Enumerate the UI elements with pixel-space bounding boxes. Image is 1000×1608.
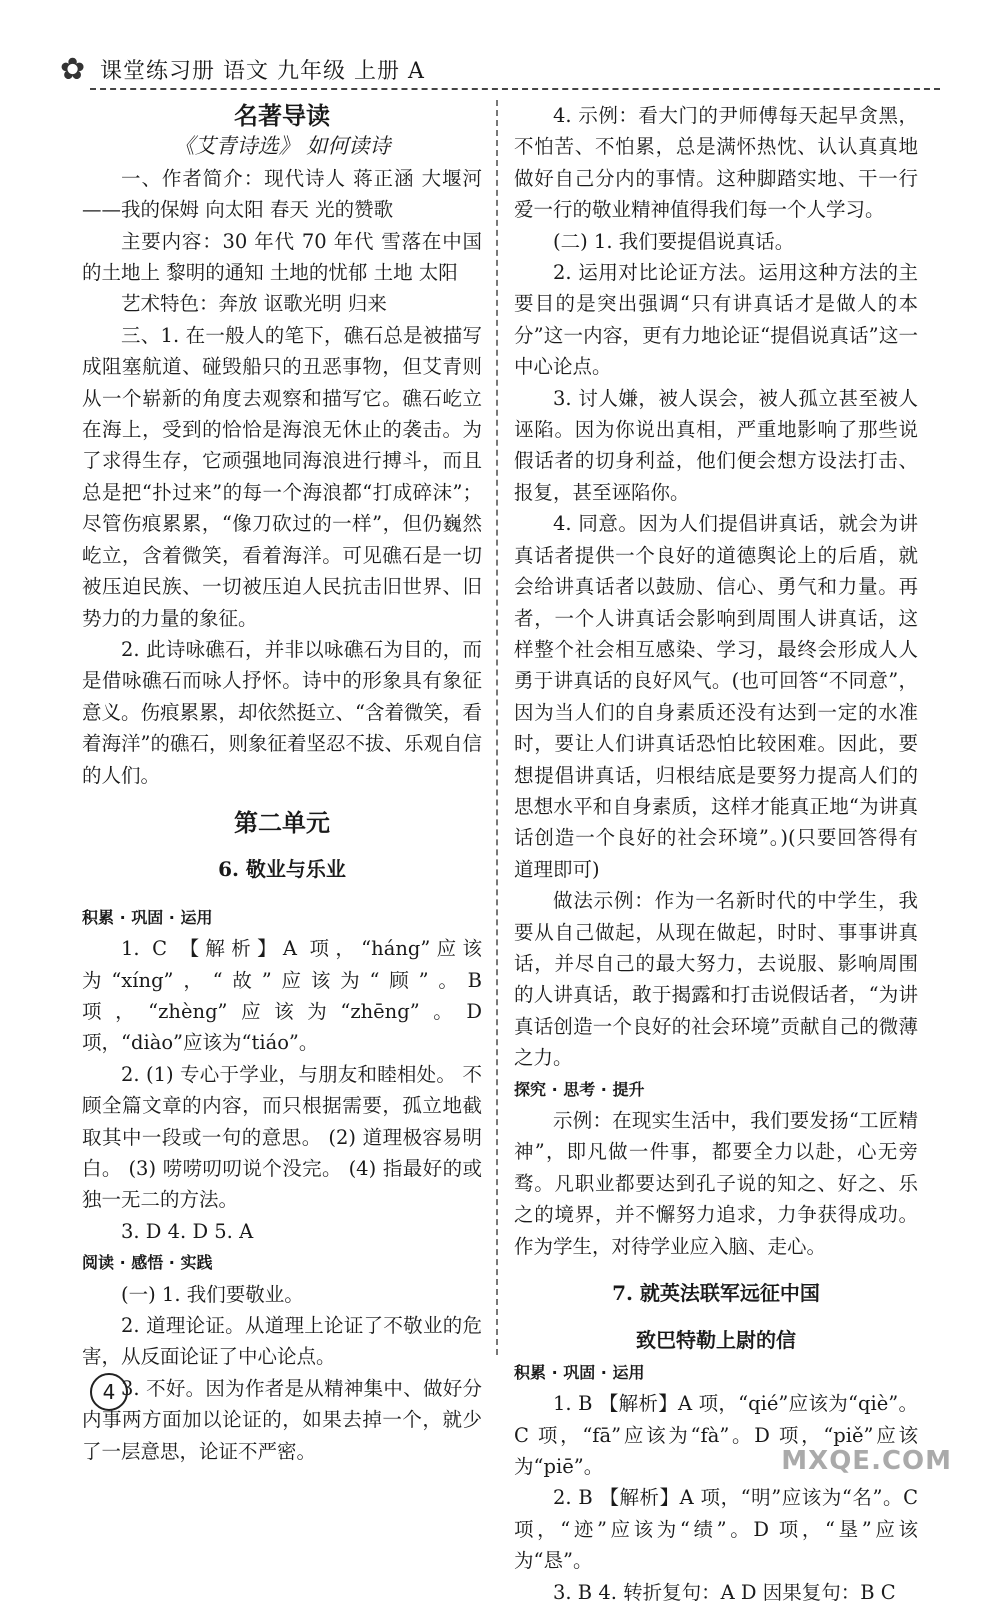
- spacer: [514, 1262, 918, 1278]
- answer-paragraph: (一) 1. 我们要敬业。: [121, 1282, 304, 1306]
- lesson-title: 致巴特勒上尉的信: [636, 1328, 796, 1353]
- answer-paragraph: 一、作者简介：现代诗人 蒋正涵 大堰河——我的保姆 向太阳 春天 光的赞歌: [82, 166, 482, 222]
- answer-paragraph: 2. B 【解析】A 项，“明”应该为“名”。C 项，“迹”应该为“绩”。D 项，“垦”应该为“恳”。: [514, 1486, 918, 1573]
- header-divider: [90, 88, 940, 90]
- page-number: 4: [90, 1373, 128, 1411]
- section-heading: 名著导读: [234, 101, 330, 130]
- flower-logo-icon: ✿: [60, 52, 86, 87]
- subheading: 《艾青诗选》 如何读诗: [173, 134, 391, 159]
- answer-paragraph: 2. 道理论证。从道理上论证了不敬业的危害，从反面论证了中心论点。: [82, 1314, 482, 1369]
- answer-paragraph: (二) 1. 我们要提倡说真话。: [553, 229, 795, 253]
- answer-paragraph: 4. 同意。因为人们提倡讲真话，就会为讲真话者提供一个良好的道德舆论上的后盾，就会给讲真话者以鼓励、信心、勇气和力量。再者，一个人讲真话会影响到周围人讲真话，这样整个社会相互感染、学习，最终会形成人人勇于讲真话的良好风气。(也可回答“不同意”，因为当人们的自身素质还没有达到一定的水准时，要让人们讲真话恐怕比较困难。因此，要想提倡讲真话，归根结底是要努力提高人们的思想水平和自身素质，这样才能真正地“为讲真话创造一个良好的社会环境”。)(只要回答得有道理即可): [514, 512, 918, 881]
- answer-paragraph: 2. (1) 专心于学业，与朋友和睦相处。 不顾全篇文章的内容，而只根据需要，孤立地截取其中一段或一句的意思。 (2) 道理极容易明白。 (3) 唠唠叨叨说个没完。 (4) 指最好的或独一无二的方法。: [82, 1062, 482, 1212]
- spacer: [82, 838, 482, 854]
- section-heading: 第二单元: [234, 807, 330, 837]
- exercise-section-label: 积累 · 巩固 · 运用: [514, 1362, 645, 1382]
- answer-paragraph: 3. B 4. 转折复句：A D 因果复句：B C: [553, 1580, 896, 1604]
- answer-paragraph: 三、1. 在一般人的笔下，礁石总是被描写成阻塞航道、碰毁船只的丑恶事物，但艾青则从一个崭新的角度去观察和描写它。礁石屹立在海上，受到的恰恰是海浪无休止的袭击。为了求得生存，它顽强地同海浪进行搏斗，而且总是把“扑过来”的每一个海浪都“打成碎沫”；尽管伤痕累累，“像刀砍过的一样”，但仍巍然屹立，含着微笑，看着海洋。可见礁石是一切被压迫民族、一切被压迫人民抗击旧世界、旧势力的力量的象征。: [82, 323, 482, 630]
- answer-paragraph: 2. 运用对比论证方法。运用这种方法的主要目的是突出强调“只有讲真话才是做人的本分”这一内容，更有力地论证“提倡说真话”这一中心论点。: [514, 261, 918, 379]
- spacer: [82, 791, 482, 807]
- answer-paragraph: 主要内容：30 年代 70 年代 雪落在中国的土地上 黎明的通知 土地的忧郁 土地 太阳: [82, 229, 482, 285]
- lesson-title: 7. 就英法联军远征中国: [612, 1281, 820, 1306]
- answer-paragraph: 3. 不好。因为作者是从精神集中、做好分内事两方面加以论证的，如果去掉一个，就少了一层意思，论证不严密。: [82, 1376, 482, 1463]
- exercise-section-label: 探究 · 思考 · 提升: [514, 1079, 645, 1099]
- answer-paragraph: 艺术特色：奔放 讴歌光明 归来: [121, 292, 387, 316]
- spacer: [514, 1309, 918, 1325]
- answer-paragraph: 1. C 【解析】A 项，“háng”应该为“xíng”，“故”应该为“顾”。B 项，“zhèng”应该为“zhēng”。D 项，“diào”应该为“tiáo”。: [82, 937, 482, 1055]
- answer-paragraph: 示例：在现实生活中，我们要发扬“工匠精神”，即凡做一件事，都要全力以赴，心无旁骛。凡职业都要达到孔子说的知之、好之、乐之的境界，并不懈努力追求，力争获得成功。作为学生，对待学业应入脑、走心。: [514, 1109, 918, 1258]
- page-header: [60, 50, 940, 96]
- exercise-section-label: 积累 · 巩固 · 运用: [82, 907, 213, 927]
- lesson-title: 6. 敬业与乐业: [218, 857, 346, 882]
- answer-paragraph: 4. 示例：看大门的尹师傅每天起早贪黑，不怕苦、不怕累，总是满怀热忱、认认真真地做好自己分内的事情。这种脚踏实地、干一行爱一行的敬业精神值得我们每一个人学习。: [514, 104, 918, 222]
- watermark: MXQE.COM: [781, 1446, 952, 1476]
- answer-paragraph: 3. D 4. D 5. A: [121, 1219, 254, 1243]
- answer-paragraph: 3. 讨人嫌，被人误会，被人孤立甚至被人诬陷。因为你说出真相，严重地影响了那些说假话者的切身利益，他们便会想方设法打击、报复，甚至诬陷你。: [514, 386, 918, 504]
- spacer: [82, 886, 482, 902]
- exercise-section-label: 阅读 · 感悟 · 实践: [82, 1253, 213, 1273]
- answer-paragraph: 1. B 【解析】A 项，“qié”应该为“qiè”。C 项，“fā”应该为“fà”。D 项，“piě”应该为“piē”。: [514, 1392, 918, 1479]
- column-divider: [496, 100, 498, 1355]
- left-column: [82, 100, 482, 1467]
- header-title: 课堂练习册 语文 九年级 上册 A: [100, 59, 425, 84]
- answer-paragraph: 做法示例：作为一名新时代的中学生，我要从自己做起，从现在做起，时时、事事讲真话，并尽自己的最大努力，去说服、影响周围的人讲真话，敢于揭露和打击说假话者，“为讲真话创造一个良好的社会环境”贡献自己的微薄之力。: [514, 889, 918, 1070]
- right-column: [514, 100, 918, 1608]
- answer-paragraph: 2. 此诗咏礁石，并非以咏礁石为目的，而是借咏礁石而咏人抒怀。诗中的形象具有象征意义。伤痕累累，却依然挺立、“含着微笑，看着海洋”的礁石，则象征着坚忍不拔、乐观自信的人们。: [82, 637, 482, 787]
